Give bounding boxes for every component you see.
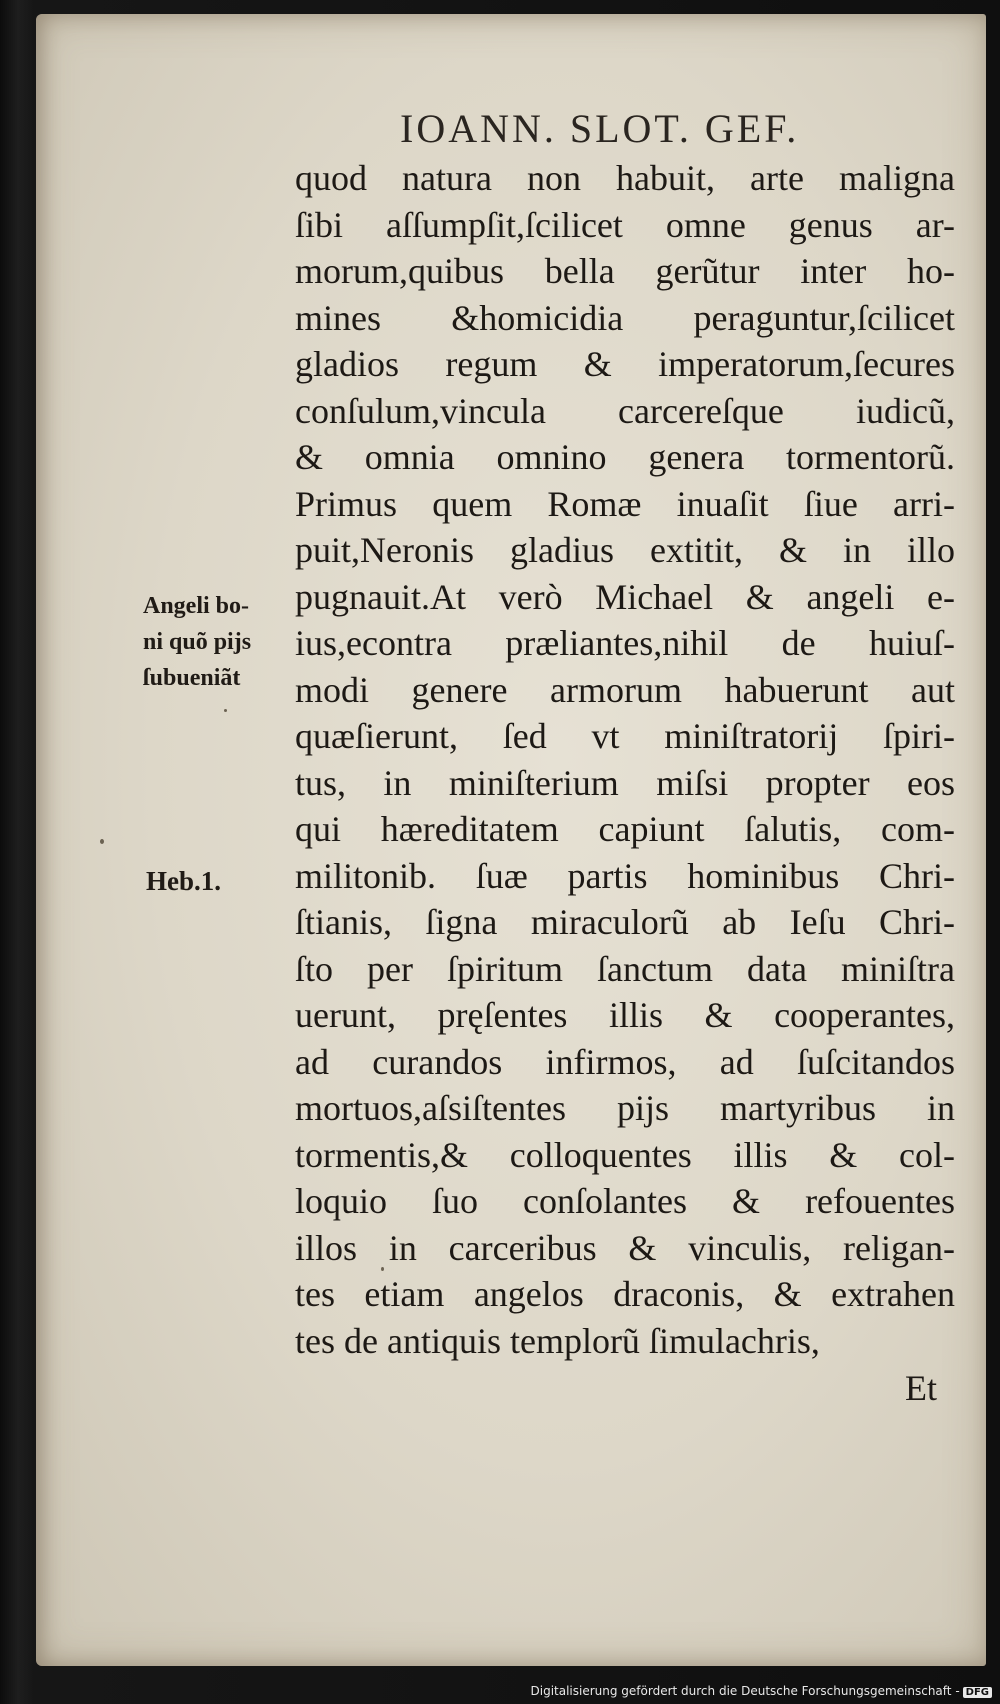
text-line: gladios regum & imperatorum,ſecures bbox=[295, 344, 955, 384]
text-line: morum,quibus bella gerũtur inter ho- bbox=[295, 251, 955, 291]
text-line: Primus quem Romæ inuaſit ſiue arri- bbox=[295, 483, 955, 524]
running-head: IOANN. SLOT. GEF. bbox=[400, 106, 800, 151]
text-line: militonib. ſuæ partis hominibus Chri- bbox=[295, 855, 955, 896]
text-line: loquio ſuo conſolantes & refouentes bbox=[295, 1181, 955, 1221]
dfg-logo-badge: DFG bbox=[963, 1687, 992, 1698]
text-line: ſtianis, ſigna miraculorũ ab Ieſu Chri- bbox=[295, 902, 955, 942]
text-line: tormentis,& colloquentes illis & col- bbox=[295, 1134, 955, 1175]
text-line: quod natura non habuit, arte maligna bbox=[295, 158, 955, 198]
marginal-line: ni quõ pijs bbox=[143, 629, 252, 655]
text-line: ad curandos infirmos, ad ſuſcitandos bbox=[295, 1041, 955, 1082]
text-line: uerunt, pręſentes illis & cooperantes, bbox=[295, 995, 955, 1035]
marginal-note-angeli bbox=[143, 588, 251, 696]
digitization-credit bbox=[531, 1684, 993, 1698]
text-line: tus, in miniſterium miſsi propter eos bbox=[295, 762, 955, 803]
text-line: tes de antiquis templorũ ſimulachris, bbox=[295, 1320, 820, 1361]
text-line: ſto per ſpiritum ſanctum data miniſtra bbox=[295, 948, 955, 989]
text-line: qui hæreditatem capiunt ſalutis, com- bbox=[295, 809, 955, 849]
text-line: illos in carceribus & vinculis, religan- bbox=[295, 1227, 955, 1268]
marginal-line: Angeli bo- bbox=[143, 593, 250, 619]
text-line: tes etiam angelos draconis, & extrahen bbox=[295, 1274, 955, 1314]
text-line: pugnauit.At verò Michael & angeli e- bbox=[295, 576, 955, 617]
text-line: conſulum,vincula carcereſque iudicũ, bbox=[295, 390, 955, 431]
marginal-note-heb: Heb.1. bbox=[146, 866, 222, 896]
text-line: modi genere armorum habuerunt aut bbox=[295, 669, 955, 710]
body-text bbox=[295, 155, 955, 1364]
text-line: & omnia omnino genera tormentorũ. bbox=[295, 437, 955, 477]
marginal-line: ſubueniãt bbox=[143, 665, 241, 691]
text-line: ius,econtra præliantes,nihil de huiuſ- bbox=[295, 623, 955, 663]
credit-text: Digitalisierung gefördert durch die Deutsche Forschungsgemeinschaft - bbox=[530, 1684, 960, 1698]
text-line: quæſierunt, ſed vt miniſtratorij ſpiri- bbox=[295, 716, 955, 756]
paper-speck bbox=[100, 839, 104, 844]
text-line: ſibi aſſumpſit,ſcilicet omne genus ar- bbox=[295, 204, 955, 245]
text-line: mortuos,aſsiſtentes pijs martyribus in bbox=[295, 1088, 955, 1128]
text-line: puit,Neronis gladius extitit, & in illo bbox=[295, 530, 955, 570]
paper-speck bbox=[224, 709, 227, 712]
text-line: mines &homicidia peraguntur,ſcilicet bbox=[295, 297, 955, 338]
catchword: Et bbox=[905, 1368, 937, 1408]
